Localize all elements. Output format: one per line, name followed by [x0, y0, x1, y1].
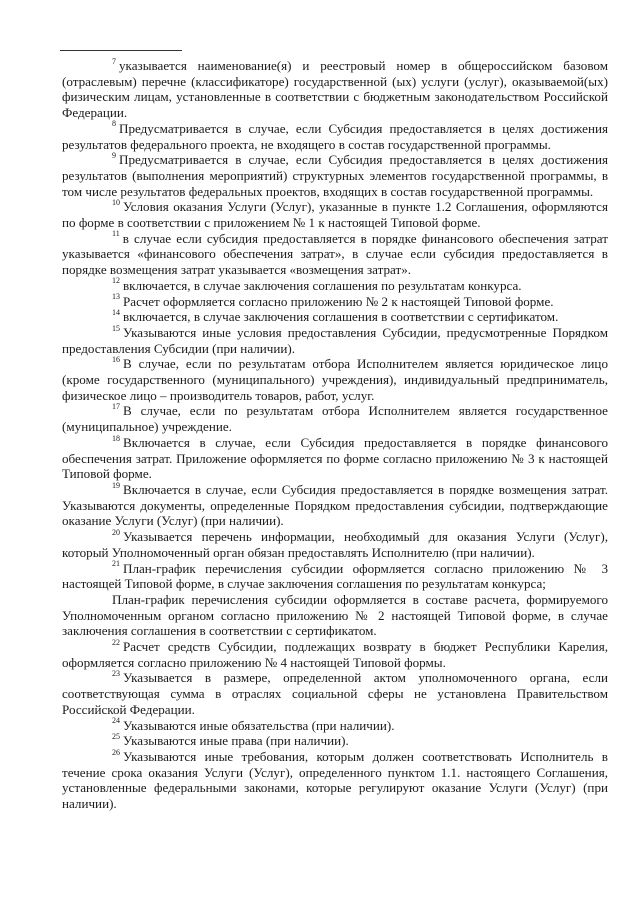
footnotes-block [62, 58, 608, 812]
footnote-14 [62, 309, 608, 325]
footnote-12 [62, 278, 608, 294]
footnote-number: 15 [112, 323, 120, 333]
footnote-number: 20 [112, 527, 120, 537]
footnote-26 [62, 749, 608, 812]
footnote-number: 7 [112, 56, 116, 66]
footnote-text: Предусматривается в случае, если Субсидия предоставляется в целях достижения результатов (выполнения мероприятий) структурных элементов государственной программы, в том числе результатов федеральных проектов, входящих в состав государственной программы. [62, 152, 608, 199]
footnote-number: 8 [112, 119, 116, 129]
footnote-21-continuation [62, 592, 608, 639]
footnote-20 [62, 529, 608, 560]
footnote-number: 18 [112, 433, 120, 443]
footnote-text: Включается в случае, если Субсидия предоставляется в порядке возмещения затрат. Указываются документы, определенные Порядком предоставления субсидии, подтверждающие оказание Услуги (Услуг) (при наличии). [62, 481, 608, 529]
footnote-23 [62, 670, 608, 717]
footnote-text: В случае, если по результатам отбора Исполнителем является государственное (муниципальное) учреждение. [62, 403, 608, 435]
footnote-number: 10 [112, 197, 120, 207]
footnote-number: 21 [112, 559, 120, 569]
footnote-number: 23 [112, 669, 120, 679]
footnote-7 [62, 58, 608, 121]
footnote-text: Указывается перечень информации, необходимый для оказания Услуги (Услуг), который Уполномоченный орган обязан предоставлять Исполнителю (при наличии). [62, 529, 608, 560]
footnote-number: 13 [112, 292, 120, 302]
footnote-18 [62, 435, 608, 482]
footnote-text: Указывается в размере, определенной актом уполномоченного органа, если соответствующая сумма в отраслях социальной сферы не установлена Правительством Российской Федерации. [62, 670, 608, 717]
footnote-16 [62, 356, 608, 403]
footnote-number: 16 [112, 355, 120, 364]
footnote-text: Указываются иные обязательства (при наличии). [123, 717, 395, 733]
footnote-15 [62, 325, 608, 356]
footnote-number: 26 [112, 747, 120, 757]
footnote-text: Расчет оформляется согласно приложению № 2 к настоящей Типовой форме. [123, 293, 554, 309]
footnote-text: Расчет средств Субсидии, подлежащих возврату в бюджет Республики Карелия, оформляется согласно приложению № 4 настоящей Типовой формы. [62, 639, 608, 670]
footnote-text: Предусматривается в случае, если Субсидия предоставляется в целях достижения результатов федерального проекта, не входящего в состав государственной программы. [62, 120, 608, 152]
footnote-number: 11 [112, 229, 120, 239]
footnote-text: указывается наименование(я) и реестровый номер в общероссийском базовом (отраслевым) перечне (классификаторе) государственной (ых) услуги (услуг), оказываемой(ых) физическим лицам, установленные в соответствии с бюджетным законодательством Российской Федерации. [62, 58, 608, 121]
footnote-text: Включается в случае, если Субсидия предоставляется в порядке финансового обеспечения затрат. Приложение оформляется по форме согласно приложению № 3 к настоящей Типовой форме. [62, 434, 608, 482]
footnote-10 [62, 199, 608, 230]
footnote-text: Указываются иные права (при наличии). [123, 733, 349, 749]
footnote-13 [62, 294, 608, 310]
footnote-text: Условия оказания Услуги (Услуг), указанные в пункте 1.2 Соглашения, оформляются по форме в соответствии с приложением № 1 к настоящей Типовой форме. [62, 199, 608, 231]
footnote-19 [62, 482, 608, 529]
footnote-number: 22 [112, 637, 120, 647]
footnote-number: 9 [112, 150, 116, 160]
footnote-9 [62, 152, 608, 199]
footnote-8 [62, 121, 608, 152]
footnote-number: 25 [112, 731, 120, 741]
footnote-number: 12 [112, 276, 120, 286]
footnote-24 [62, 718, 608, 734]
footnote-text: Указываются иные условия предоставления Субсидии, предусмотренные Порядком предоставления Субсидии (при наличии). [62, 324, 608, 356]
footnote-text: в случае если субсидия предоставляется в порядке финансового обеспечения затрат указывается «финансового обеспечения затрат», в случае если субсидия предоставляется в порядке возмещения затрат указывается «возмещения затрат». [62, 230, 608, 278]
footnote-number: 24 [112, 716, 120, 726]
footnote-17 [62, 403, 608, 434]
footnote-text: Указываются иные требования, которым должен соответствовать Исполнитель в течение срока оказания Услуги (Услуг), определенного пунктом 1.1. настоящего Соглашения, установленные федеральными законами, которые регулируют оказание Услуги (Услуг) (при наличии). [62, 748, 608, 812]
footnote-number: 19 [112, 480, 120, 490]
footnote-text: В случае, если по результатам отбора Исполнителем является юридическое лицо (кроме государственного (муниципального) учреждения), индивидуальный предприниматель, физическое лицо – производитель товаров, работ, услуг. [62, 356, 608, 403]
footnote-text: включается, в случае заключения соглашения по результатам конкурса. [123, 277, 522, 293]
footnote-text: План-график перечисления субсидии оформляется в составе расчета, формируемого Уполномоченным органом согласно приложению № 2 настоящей Типовой форме, в случае заключения соглашения в соответствии с сертификатом. [62, 591, 608, 639]
footnote-text: План-график перечисления субсидии оформляется согласно приложению № 3 настоящей Типовой форме, в случае заключения соглашения по результатам конкурса; [62, 560, 608, 592]
footnote-number: 14 [112, 307, 120, 317]
footnote-25 [62, 733, 608, 749]
footnote-21 [62, 561, 608, 592]
footnote-22 [62, 639, 608, 670]
footnote-separator-line [60, 50, 182, 51]
footnote-11 [62, 231, 608, 278]
footnote-text: включается, в случае заключения соглашения в соответствии с сертификатом. [123, 309, 559, 325]
footnote-number: 17 [112, 402, 120, 412]
